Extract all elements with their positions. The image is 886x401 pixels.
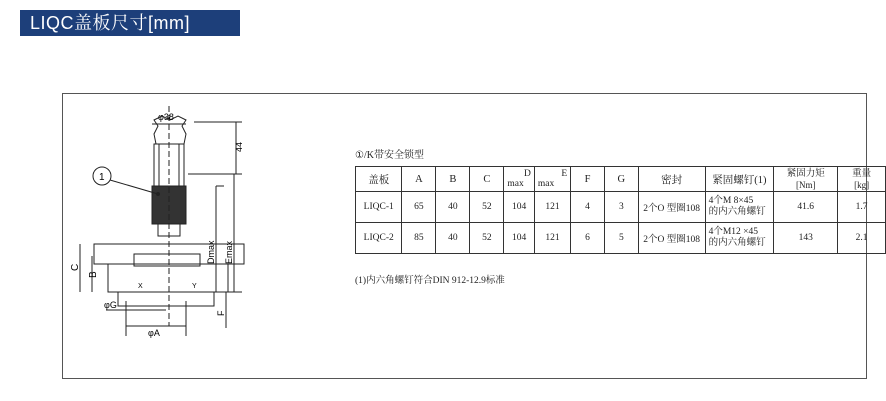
- callout-1-label: 1: [99, 172, 105, 183]
- cell-cover: LIQC-2: [356, 223, 402, 254]
- cell-screw-line2: 的内六角螺钉: [708, 207, 766, 217]
- dim-44-label: 44: [234, 141, 244, 152]
- cell-e: 121: [534, 192, 570, 223]
- cell-screw: [705, 223, 774, 254]
- label-f: F: [216, 310, 226, 316]
- label-dmax: Dmax: [206, 240, 216, 264]
- header-d: [504, 167, 535, 192]
- cell-screw-line1: 4个M12 ×45: [708, 227, 759, 237]
- cell-g: 3: [604, 192, 638, 223]
- header-weight-top: 重量: [852, 168, 872, 179]
- cover-spec-table: [355, 166, 886, 254]
- header-e-top: E: [561, 169, 568, 179]
- body-mark-y: Y: [192, 283, 197, 290]
- header-seal: 密封: [638, 167, 705, 192]
- cell-d: 104: [504, 223, 535, 254]
- label-b: B: [88, 271, 99, 278]
- label-c: C: [70, 263, 81, 271]
- page-title: LIQC盖板尺寸[mm]: [20, 10, 240, 36]
- header-e: [534, 167, 570, 192]
- table-row: [356, 223, 886, 254]
- header-torque-unit: [Nm]: [795, 179, 816, 190]
- header-cover: 盖板: [356, 167, 402, 192]
- header-weight-unit: [kg]: [854, 179, 870, 190]
- header-f: F: [571, 167, 605, 192]
- cell-screw: [705, 192, 774, 223]
- header-e-bottom: max: [537, 179, 555, 189]
- table-header-row: [356, 167, 886, 192]
- header-d-top: D: [524, 169, 531, 179]
- header-torque: [774, 167, 838, 192]
- cover-dimension-drawing: [66, 96, 336, 374]
- cell-torque: 143: [774, 223, 838, 254]
- cell-g: 5: [604, 223, 638, 254]
- cell-cover: LIQC-1: [356, 192, 402, 223]
- cell-torque: 41.6: [774, 192, 838, 223]
- label-g: φG: [104, 300, 117, 310]
- header-torque-top: 紧固力矩: [786, 168, 825, 179]
- header-b: B: [436, 167, 470, 192]
- header-screw: 紧固螺钉(1): [705, 167, 774, 192]
- header-c: C: [470, 167, 504, 192]
- cell-d: 104: [504, 192, 535, 223]
- header-g: G: [604, 167, 638, 192]
- cell-b: 40: [436, 223, 470, 254]
- cell-screw-line1: 4个M 8×45: [708, 196, 754, 206]
- header-weight: [838, 167, 886, 192]
- cell-seal: 2个O 型圈108: [638, 192, 705, 223]
- header-a: A: [402, 167, 436, 192]
- label-emax: Emax: [224, 240, 234, 264]
- cell-a: 65: [402, 192, 436, 223]
- cell-weight: 1.7: [838, 192, 886, 223]
- cell-weight: 2.1: [838, 223, 886, 254]
- cell-b: 40: [436, 192, 470, 223]
- header-d-bottom: max: [507, 179, 524, 189]
- cell-screw-line2: 的内六角螺钉: [708, 238, 766, 248]
- cell-f: 4: [571, 192, 605, 223]
- cell-c: 52: [470, 223, 504, 254]
- cell-a: 85: [402, 223, 436, 254]
- label-a: φA: [148, 328, 160, 338]
- cell-e: 121: [534, 223, 570, 254]
- diameter-top-label: φ38: [158, 112, 174, 122]
- note-top: ①/K带安全锁型: [355, 150, 424, 161]
- cell-c: 52: [470, 192, 504, 223]
- body-mark-x: X: [138, 283, 143, 290]
- table-row: [356, 192, 886, 223]
- cell-seal: 2个O 型圈108: [638, 223, 705, 254]
- note-bottom: (1)内六角螺钉符合DIN 912-12.9标准: [355, 276, 505, 286]
- cell-f: 6: [571, 223, 605, 254]
